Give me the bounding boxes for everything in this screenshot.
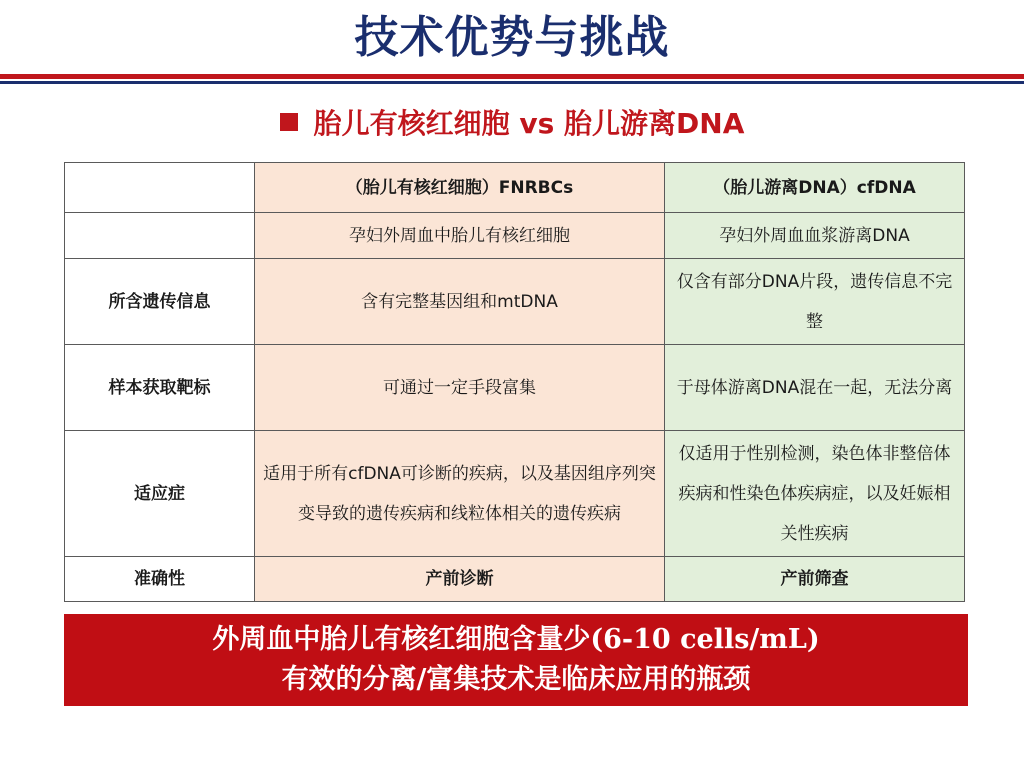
row-label-cell: 适应症 bbox=[65, 431, 255, 557]
cfdna-cell: 仅含有部分DNA片段，遗传信息不完整 bbox=[665, 259, 965, 345]
fnrbc-cell: 孕妇外周血中胎儿有核红细胞 bbox=[255, 213, 665, 259]
table-header-row bbox=[65, 163, 965, 213]
table-row bbox=[65, 431, 965, 557]
cfdna-cell: 于母体游离DNA混在一起，无法分离 bbox=[665, 345, 965, 431]
table-row bbox=[65, 345, 965, 431]
square-bullet-icon bbox=[280, 113, 298, 131]
header-fnrbc-cell: （胎儿有核红细胞）FNRBCs bbox=[255, 163, 665, 213]
header-label-cell bbox=[65, 163, 255, 213]
title-divider-navy bbox=[0, 81, 1024, 84]
comparison-table bbox=[64, 162, 965, 602]
banner-line-2: 有效的分离/富集技术是临床应用的瓶颈 bbox=[281, 664, 751, 695]
fnrbc-cell: 产前诊断 bbox=[255, 557, 665, 602]
fnrbc-cell: 可通过一定手段富集 bbox=[255, 345, 665, 431]
subtitle bbox=[0, 102, 1024, 146]
cfdna-cell: 仅适用于性别检测，染色体非整倍体疾病和性染色体疾病症，以及妊娠相关性疾病 bbox=[665, 431, 965, 557]
slide-title: 技术优势与挑战 bbox=[354, 12, 670, 63]
row-label-cell: 准确性 bbox=[65, 557, 255, 602]
cfdna-cell: 孕妇外周血血浆游离DNA bbox=[665, 213, 965, 259]
subtitle-text: 胎儿有核红细胞 vs 胎儿游离DNA bbox=[313, 107, 745, 140]
title-divider-red bbox=[0, 74, 1024, 79]
table-row bbox=[65, 259, 965, 345]
table-row bbox=[65, 557, 965, 602]
row-label-cell: 样本获取靶标 bbox=[65, 345, 255, 431]
header-cfdna-cell: （胎儿游离DNA）cfDNA bbox=[665, 163, 965, 213]
banner-line-1: 外周血中胎儿有核红细胞含量少(6-10 cells/mL) bbox=[212, 624, 820, 655]
table-row bbox=[65, 213, 965, 259]
fnrbc-cell: 含有完整基因组和mtDNA bbox=[255, 259, 665, 345]
conclusion-banner bbox=[64, 614, 968, 706]
row-label-cell bbox=[65, 213, 255, 259]
fnrbc-cell: 适用于所有cfDNA可诊断的疾病，以及基因组序列突变导致的遗传疾病和线粒体相关的遗传疾病 bbox=[255, 431, 665, 557]
cfdna-cell: 产前筛查 bbox=[665, 557, 965, 602]
row-label-cell: 所含遗传信息 bbox=[65, 259, 255, 345]
